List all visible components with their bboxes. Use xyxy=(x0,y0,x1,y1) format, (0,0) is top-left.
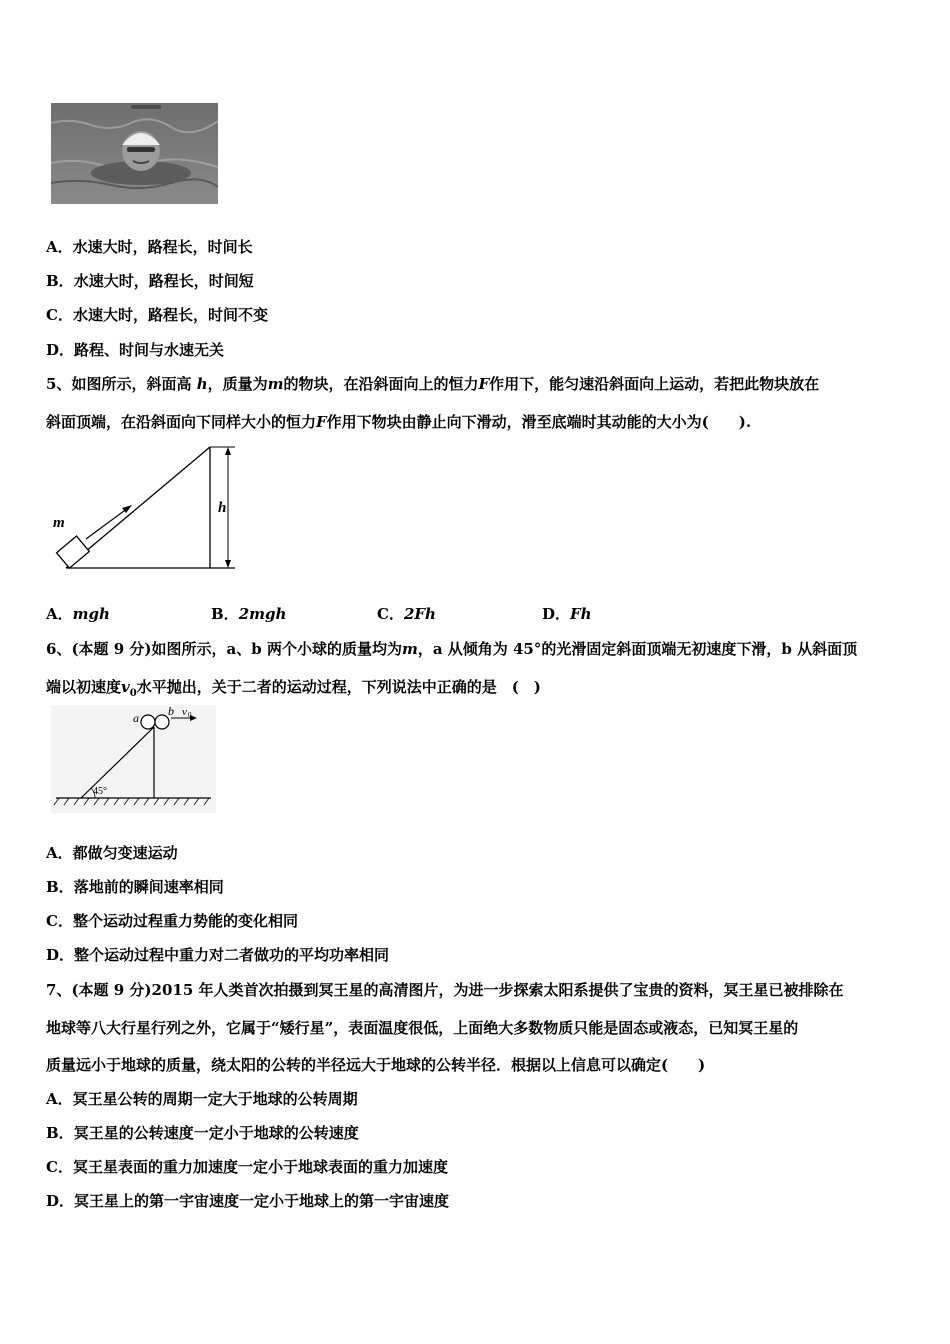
q6-label-v-sub: 0 xyxy=(188,711,192,719)
q4-option-d: D．路程、时间与水速无关 xyxy=(46,341,225,359)
q6-label-v: v xyxy=(182,706,187,718)
q4-option-a: A．水速大时，路程长，时间长 xyxy=(46,238,253,256)
q6-stem-line1: 6、(本题 9 分)如图所示，a、b 两个小球的质量均为m，a 从倾角为 45°的光滑固定斜面顶端无初速度下滑，b 从斜面顶 xyxy=(46,640,858,658)
q4-option-c: C．水速大时，路程长，时间不变 xyxy=(46,306,268,324)
q5-option-b: B．2mgh xyxy=(211,605,287,623)
q7-option-d: D．冥王星上的第一宇宙速度一定小于地球上的第一宇宙速度 xyxy=(46,1192,450,1210)
swimmer-photo xyxy=(51,103,218,204)
q7-stem-line2: 地球等八大行星行列之外，它属于“矮行星”，表面温度很低，上面绝大多数物质只能是固态或液态，已知冥王星的 xyxy=(46,1019,799,1037)
q6-stem-line2: 端以初速度$v_0$水平抛出，关于二者的运动过程，下列说法中正确的是 ( ) xyxy=(46,678,541,699)
q6-label-b: b xyxy=(168,705,174,718)
q5-option-c: C．2Fh xyxy=(377,605,436,623)
q6-slope-figure xyxy=(51,705,216,813)
q6-option-b: B．落地前的瞬间速率相同 xyxy=(46,878,224,896)
q5-stem-line2: 斜面顶端，在沿斜面向下同样大小的恒力F作用下物块由静止向下滑动，滑至底端时其动能的大小为( ). xyxy=(46,413,752,431)
q7-stem-line1: 7、(本题 9 分)2015 年人类首次拍摄到冥王星的高清图片，为进一步探索太阳系提供了宝贵的资料，冥王星已被排除在 xyxy=(46,981,844,999)
q6-option-c: C．整个运动过程重力势能的变化相同 xyxy=(46,912,298,930)
q7-option-c: C．冥王星表面的重力加速度一定小于地球表面的重力加速度 xyxy=(46,1158,448,1176)
q5-option-a: A．mgh xyxy=(46,605,110,623)
q4-option-b: B．水速大时，路程长，时间短 xyxy=(46,272,254,290)
q5-option-d: D．Fh xyxy=(542,605,592,623)
q5-label-h: h xyxy=(218,500,227,516)
q6-option-d: D．整个运动过程中重力对二者做功的平均功率相同 xyxy=(46,946,390,964)
q5-label-m: m xyxy=(53,515,65,531)
q6-option-a: A．都做匀变速运动 xyxy=(46,844,178,862)
q6-label-a: a xyxy=(133,711,139,725)
q6-label-angle: 45° xyxy=(93,786,107,797)
q7-option-b: B．冥王星的公转速度一定小于地球的公转速度 xyxy=(46,1124,359,1142)
q7-option-a: A．冥王星公转的周期一定大于地球的公转周期 xyxy=(46,1090,358,1108)
q7-stem-line3: 质量远小于地球的质量，绕太阳的公转的半径远大于地球的公转半径．根据以上信息可以确定( ) xyxy=(46,1056,706,1074)
q5-incline-figure xyxy=(50,445,240,573)
q5-stem-line1: 5、如图所示，斜面高 h，质量为m的物块，在沿斜面向上的恒力F作用下，能匀速沿斜面向上运动，若把此物块放在 xyxy=(46,375,820,393)
